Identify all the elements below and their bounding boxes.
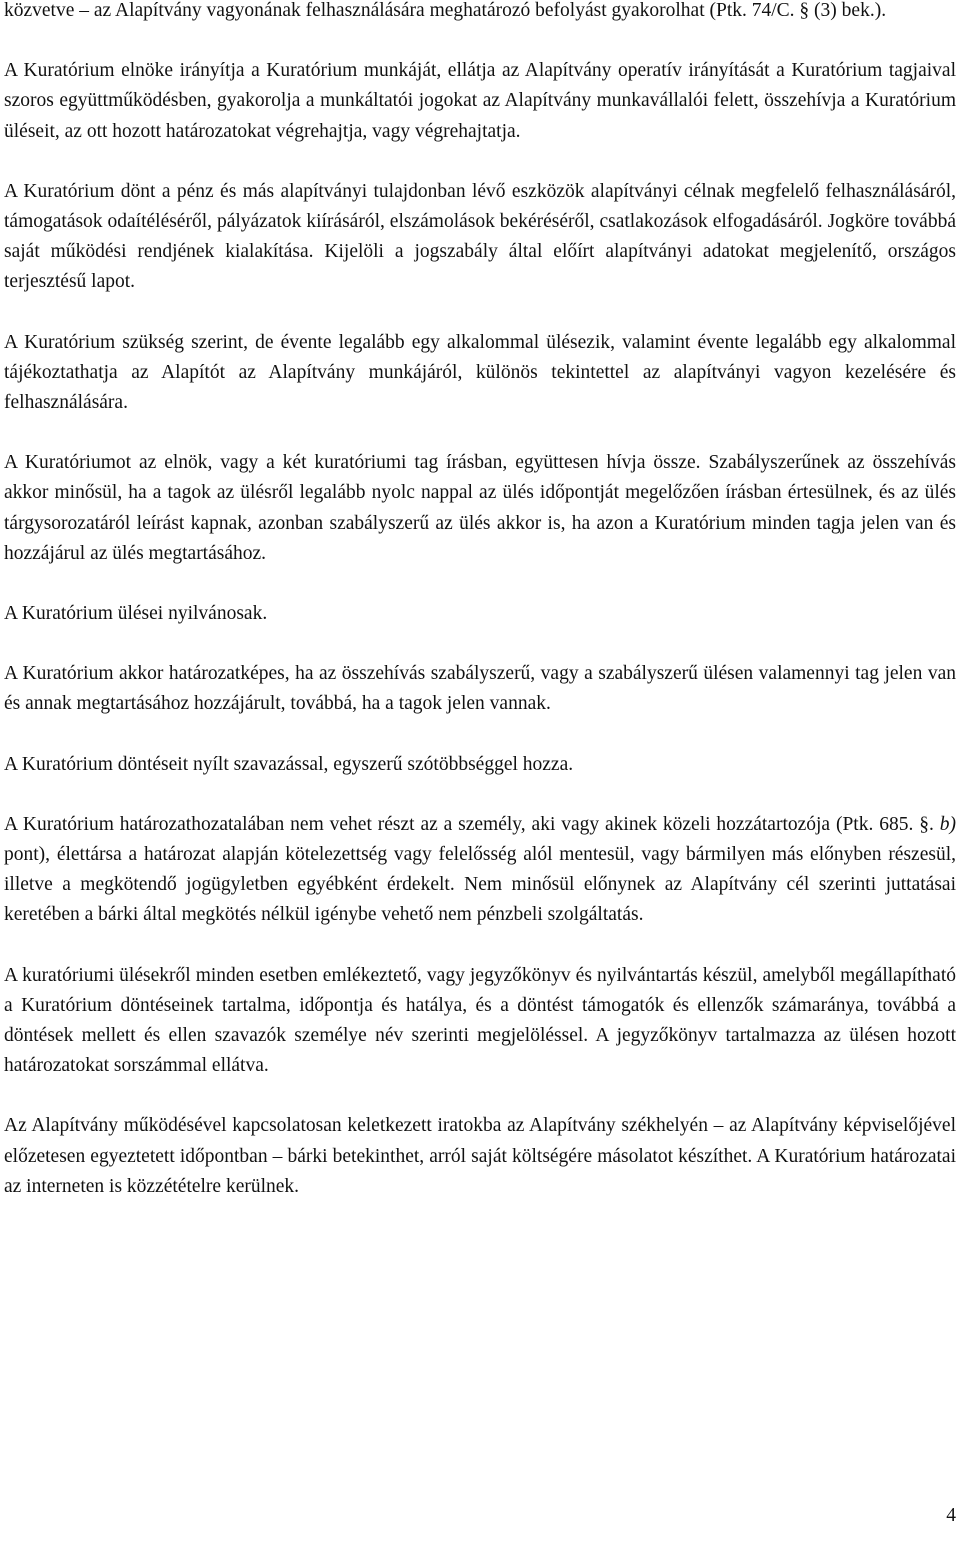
paragraph-meeting-frequency: A Kuratórium szükség szerint, de évente legalább egy alkalommal ülésezik, valamint évente legalább egy alkalommal tájékoztathatja az Alapítót az Alapítvány munkájáról, különös tekintettel az alapítványi vagyon kezelésére és felhasználására.	[4, 331, 956, 414]
paragraph-meetings-public: A Kuratórium ülései nyilvánosak.	[4, 603, 268, 625]
paragraph-minutes: A kuratóriumi ülésekről minden esetben emlékeztető, vagy jegyzőkönyv és nyilvántartás készül, amelyből megállapítható a Kuratórium döntéseinek tartalma, időpontja és hatálya, és a döntést támogatók és ellenzők számaránya, továbbá a döntések mellett és ellen szavazók személye név szerinti megjelöléssel. A jegyzőkönyv tartalmazza az ülésen hozott határozatokat sorszámmal ellátva.	[4, 964, 956, 1077]
paragraph-voting: A Kuratórium döntéseit nyílt szavazással, egyszerű szótöbbséggel hozza.	[4, 753, 574, 775]
paragraph-chairman-duties: A Kuratórium elnöke irányítja a Kuratórium munkáját, ellátja az Alapítvány operatív irányítását a Kuratórium tagjaival szoros együttműködésben, gyakorolja a munkáltatói jogokat az Alapítvány munkavállalói felett, összehívja a Kuratórium üléseit, az ott hozott határozatokat végrehajtja, vagy végrehajtatja.	[4, 60, 956, 142]
conflict-text-after: pont), élettársa a határozat alapján kötelezettség vagy felelősség alól mentesül, vagy bármilyen más előnyben részesül, illetve a megkötendő jogügyletben egyébként érdekelt. Nem minősül előnynek az Alapítvány cél szerinti juttatásai keretében a bárki által megkötés nélkül igénybe vehető nem pénzbeli szolgáltatás.	[4, 844, 956, 926]
document-page	[4, 0, 956, 1232]
conflict-text-before: A Kuratórium határozathozatalában nem vehet részt az a személy, aki vagy akinek közeli hozzátartozója (Ptk. 685. §.	[4, 813, 940, 835]
paragraph-continuation: közvetve – az Alapítvány vagyonának felhasználására meghatározó befolyást gyakorolhat (Ptk. 74/C. § (3) bek.).	[4, 0, 887, 21]
paragraph-quorum: A Kuratórium akkor határozatképes, ha az összehívás szabályszerű, vagy a szabályszerű ülésen valamennyi tag jelen van és annak megtartásához hozzájárult, továbbá, ha a tagok jelen vannak.	[4, 663, 956, 715]
paragraph-board-decisions: A Kuratórium dönt a pénz és más alapítványi tulajdonban lévő eszközök alapítványi célnak megfelelő felhasználásáról, támogatások odaítéléséről, pályázatok kiírásáról, elszámolások bekéréséről, csatlakozások elfogadásáról. Jogköre továbbá saját működési rendjének kialakítása. Kijelöli a jogszabály által előírt alapítványi adatokat megjelenítő, országos terjesztésű lapot.	[4, 180, 956, 293]
paragraph-documents-access: Az Alapítvány működésével kapcsolatosan keletkezett iratokba az Alapítvány székhelyén – az Alapítvány képviselőjével előzetesen egyeztetett időpontban – bárki betekinthet, arról saját költségére másolatot készíthet. A Kuratórium határozatai az interneten is közzétételre kerülnek.	[4, 1115, 956, 1197]
page-number: 4	[946, 1505, 956, 1526]
paragraph-meeting-convening: A Kuratóriumot az elnök, vagy a két kuratóriumi tag írásban, együttesen hívja össze. Szabályszerűnek az összehívás akkor minősül, ha a tagok az ülésről legalább nyolc nappal az ülés időpontját megelőzően írásban értesülnek, és az ülés tárgysorozatáról leírást kapnak, azonban szabályszerű az ülés akkor is, ha azon a Kuratórium minden tagja jelen van és hozzájárul az ülés megtartásához.	[4, 452, 956, 564]
paragraph-conflict-of-interest	[4, 810, 956, 931]
conflict-text-italic: b)	[939, 813, 956, 835]
